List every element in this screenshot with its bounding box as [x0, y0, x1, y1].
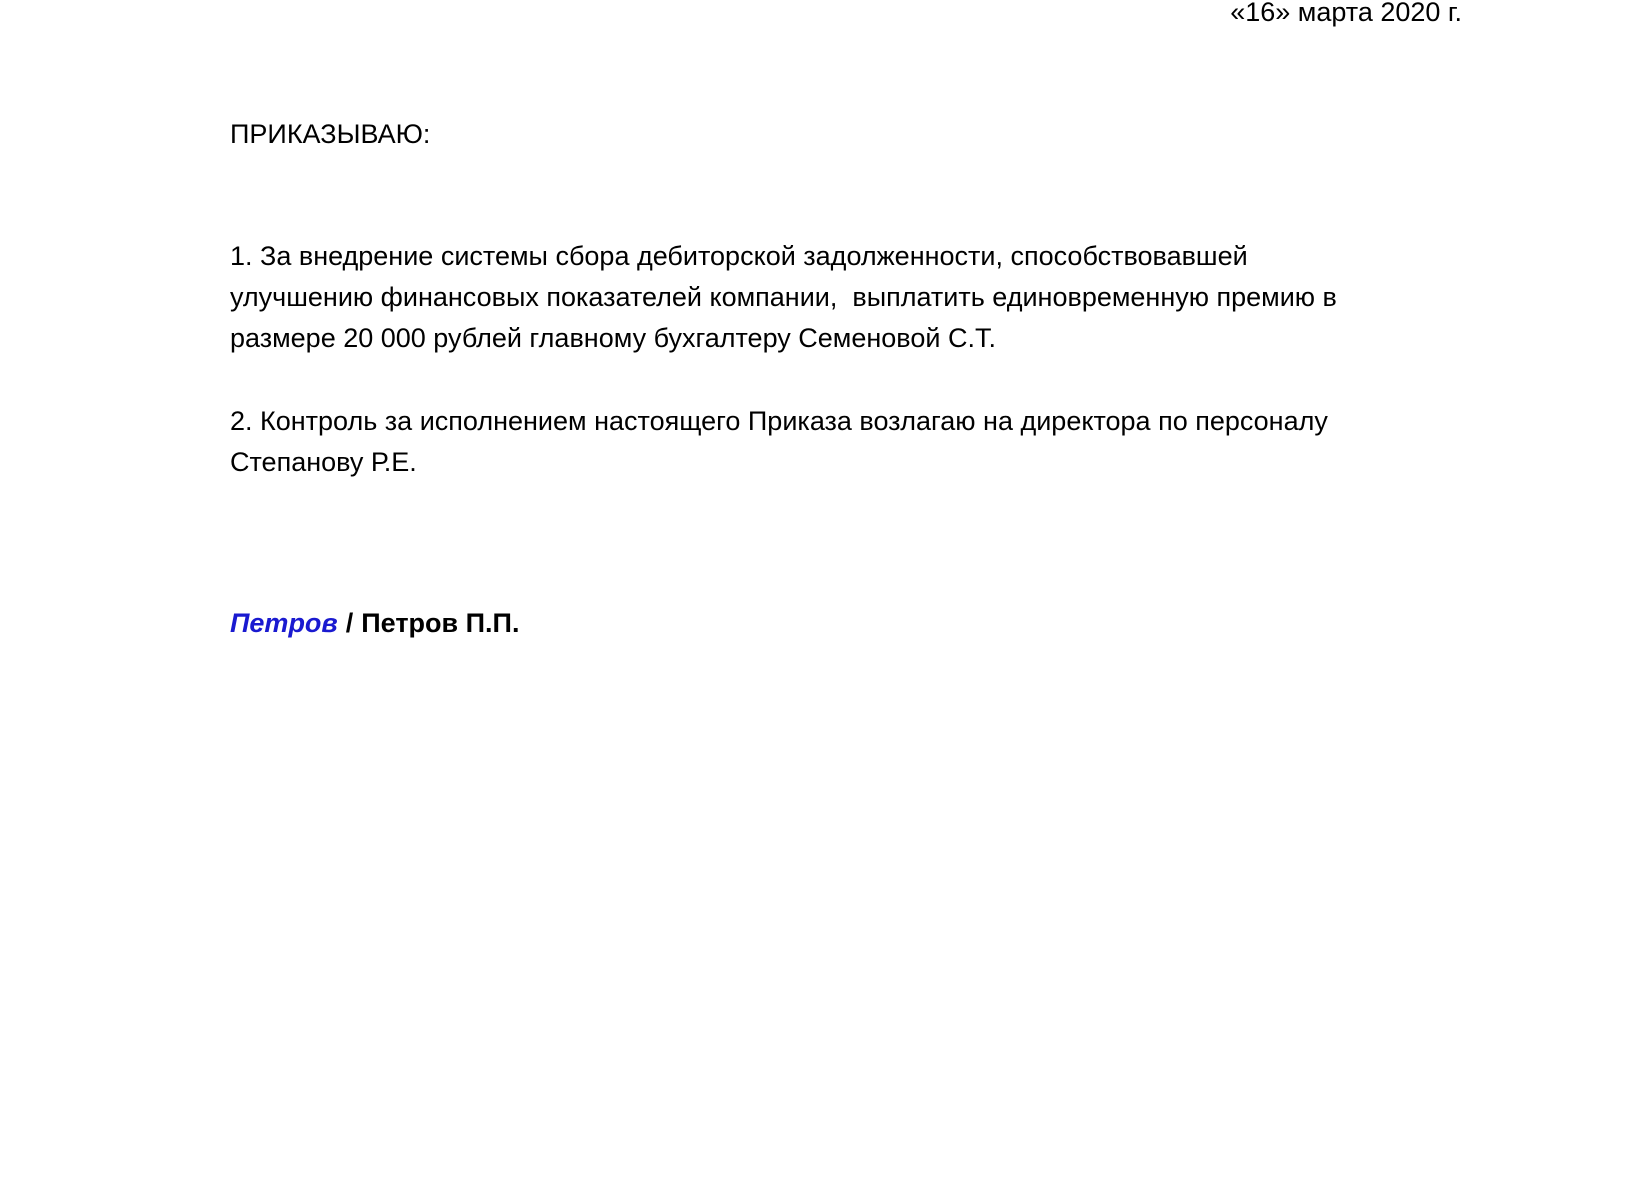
- clause-line: Степанову Р.Е.: [230, 447, 417, 477]
- signatory-name: Петров П.П.: [361, 608, 520, 638]
- signature-separator: /: [345, 608, 354, 638]
- order-heading: ПРИКАЗЫВАЮ:: [230, 119, 431, 149]
- clause-line: улучшению финансовых показателей компании, выплатить единовременную премию в: [230, 282, 1337, 312]
- clause-line: 2. Контроль за исполнением настоящего Приказа возлагаю на директора по персоналу: [230, 406, 1328, 436]
- signature-handwritten: Петров: [230, 608, 338, 638]
- clause-line: 1. За внедрение системы сбора дебиторской задолженности, способствовавшей: [230, 241, 1248, 271]
- order-date: «16» марта 2020 г.: [1230, 0, 1462, 27]
- order-clause-1: [230, 236, 1520, 359]
- order-clause-2: [230, 401, 1520, 483]
- clause-line: размере 20 000 рублей главному бухгалтеру Семеновой С.Т.: [230, 323, 996, 353]
- signature-block: [230, 607, 519, 639]
